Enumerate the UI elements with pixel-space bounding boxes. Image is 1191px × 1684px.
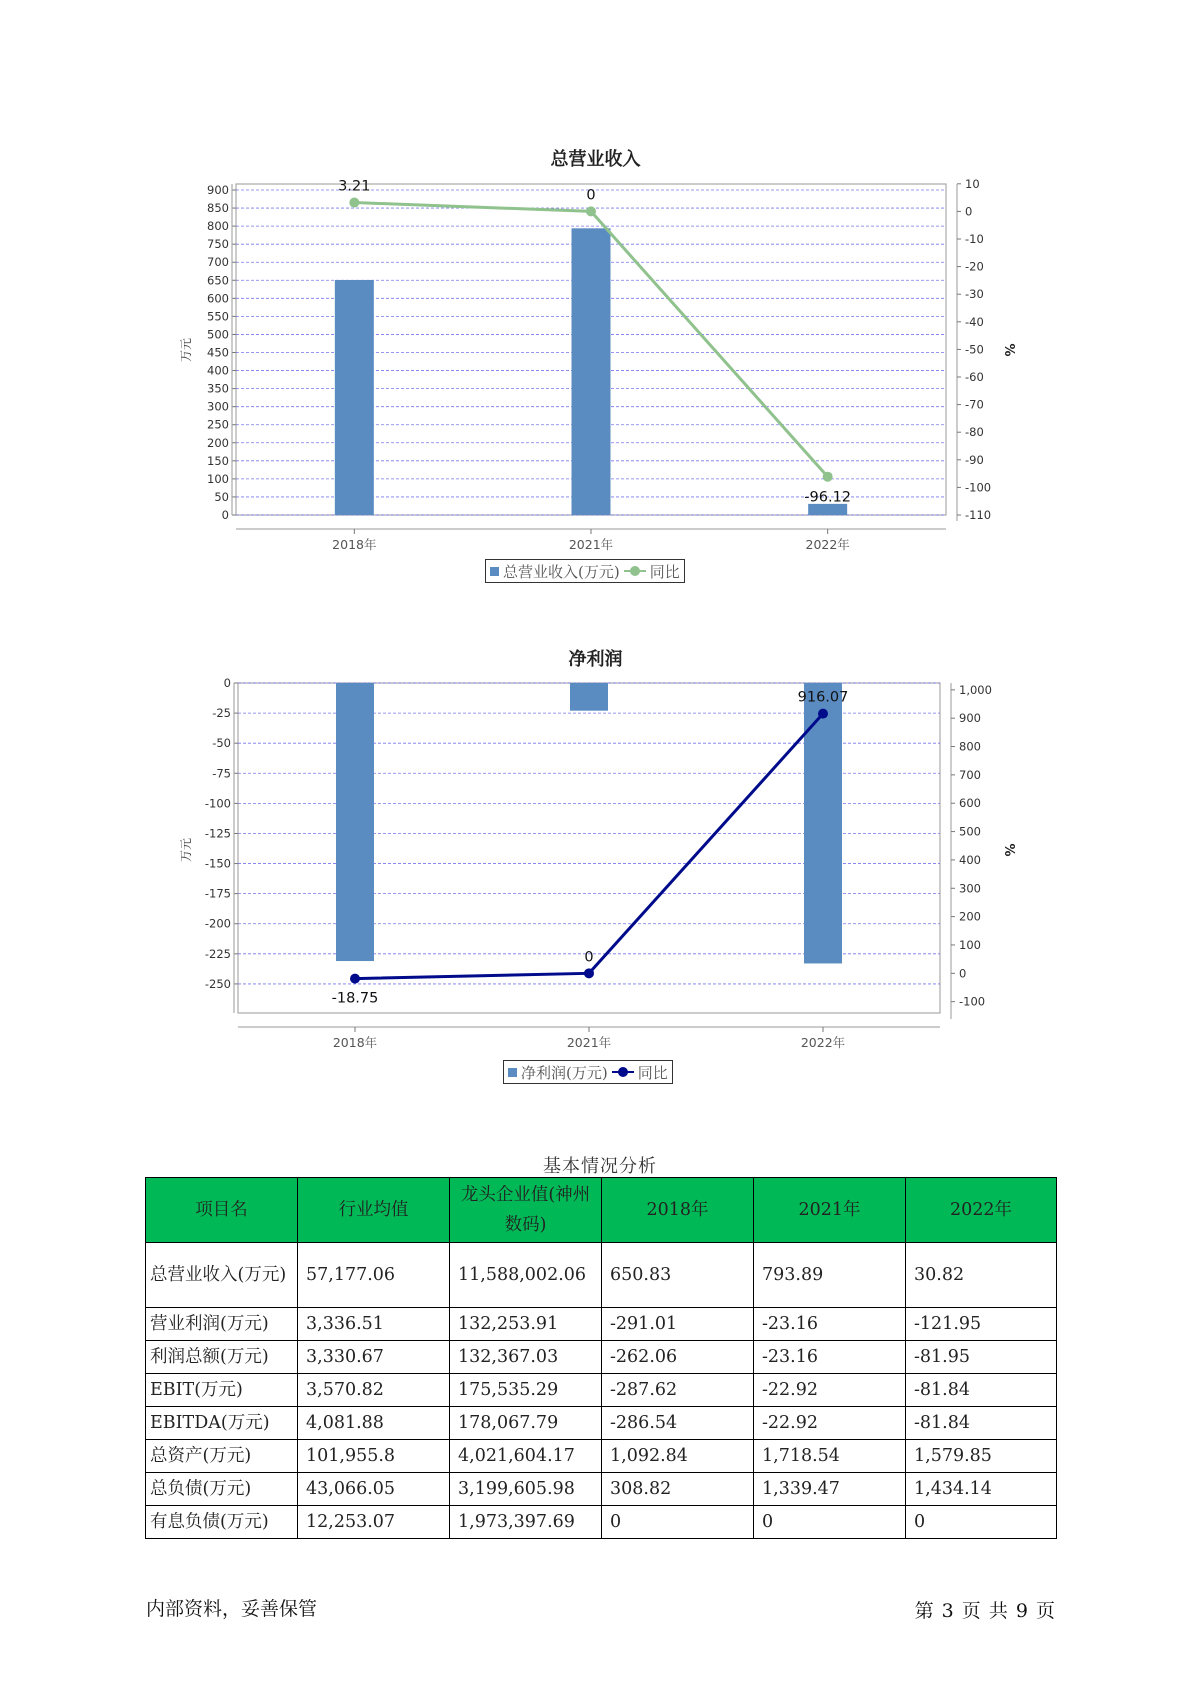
bar-2021年 — [572, 228, 611, 515]
value-cell: 57,177.06 — [298, 1243, 450, 1308]
y-tick-label: 350 — [207, 381, 229, 396]
x-tick-label: 2018年 — [332, 1035, 378, 1050]
y-tick-label: -250 — [204, 976, 231, 991]
value-cell: 4,081.88 — [298, 1407, 450, 1440]
value-cell: 650.83 — [602, 1243, 754, 1308]
y-tick-label: 0 — [223, 676, 231, 690]
y2-tick-label: 10 — [965, 176, 980, 191]
header-cell: 行业均值 — [298, 1178, 450, 1243]
bar-2022年 — [804, 683, 842, 963]
value-cell: 1,092.84 — [602, 1440, 754, 1473]
bar-2021年 — [570, 683, 608, 711]
chart-title-net-profit: 净利润 — [568, 649, 623, 670]
y-tick-label: 900 — [207, 183, 229, 197]
y2-tick-label: 100 — [959, 937, 981, 952]
value-cell: -286.54 — [602, 1407, 754, 1440]
value-cell: 0 — [602, 1506, 754, 1539]
value-cell: 1,718.54 — [754, 1440, 906, 1473]
value-cell: 1,579.85 — [906, 1440, 1057, 1473]
table-row — [146, 1308, 1057, 1341]
legend-item-yoy: 同比 — [637, 1063, 668, 1082]
value-cell: 1,434.14 — [906, 1473, 1057, 1506]
x-tick-label: 2018年 — [332, 537, 377, 552]
table-row — [146, 1374, 1057, 1407]
value-cell: 793.89 — [754, 1243, 906, 1308]
yoy-point — [350, 974, 360, 984]
y2-tick-label: 300 — [959, 881, 981, 896]
yoy-point — [586, 206, 596, 216]
row-label-cell: EBITDA(万元) — [146, 1407, 298, 1440]
y2-tick-label: 400 — [959, 852, 981, 867]
table-caption: 基本情况分析 — [543, 1156, 657, 1177]
confidential-note: 内部资料，妥善保管 — [146, 1598, 318, 1620]
y2-tick-label: 600 — [959, 796, 981, 811]
value-cell: 11,588,002.06 — [450, 1243, 602, 1308]
x-tick-label: 2021年 — [566, 1035, 612, 1050]
row-label-cell: 利润总额(万元) — [146, 1341, 298, 1374]
y-tick-label: 850 — [207, 201, 229, 216]
x-tick-label: 2022年 — [800, 1035, 846, 1050]
y2-axis-title: % — [1001, 343, 1016, 357]
value-cell: 3,199,605.98 — [450, 1473, 602, 1506]
table-row — [146, 1506, 1057, 1539]
value-cell: -291.01 — [602, 1308, 754, 1341]
header-cell: 2018年 — [602, 1178, 754, 1243]
y2-tick-label: 500 — [959, 824, 981, 839]
y-tick-label: -200 — [204, 916, 231, 931]
value-cell: -81.84 — [906, 1374, 1057, 1407]
y-tick-label: 400 — [207, 363, 229, 378]
row-label-cell: 总营业收入(万元) — [146, 1243, 298, 1308]
y-tick-label: 550 — [207, 309, 229, 324]
value-cell: -262.06 — [602, 1341, 754, 1374]
y-tick-label: 800 — [207, 219, 229, 234]
table-header-row — [146, 1178, 1057, 1243]
x-tick-label: 2021年 — [568, 537, 614, 552]
yoy-data-label: 0 — [584, 949, 594, 966]
y2-tick-label: 0 — [965, 204, 973, 219]
value-cell: -287.62 — [602, 1374, 754, 1407]
value-cell: 30.82 — [906, 1243, 1057, 1308]
value-cell: -23.16 — [754, 1308, 906, 1341]
y2-tick-label: -80 — [965, 425, 984, 440]
row-label-cell: 总负债(万元) — [146, 1473, 298, 1506]
yoy-data-label: -18.75 — [331, 990, 379, 1007]
value-cell: 132,253.91 — [450, 1308, 602, 1341]
y2-axis-title: % — [1001, 843, 1016, 857]
table-row — [146, 1440, 1057, 1473]
value-cell: 0 — [754, 1506, 906, 1539]
value-cell: -81.84 — [906, 1407, 1057, 1440]
y-tick-label: 100 — [207, 471, 229, 486]
bar-legend-swatch — [508, 1068, 517, 1077]
y2-tick-label: -110 — [965, 508, 992, 522]
legend-item-revenue: 总营业收入(万元) — [503, 562, 620, 581]
y-axis-title: 万元 — [179, 337, 193, 363]
yoy-data-label: 3.21 — [338, 178, 371, 195]
bar-legend-swatch — [490, 567, 499, 576]
page-number: 第 3 页 共 9 页 — [914, 1600, 1056, 1622]
row-label-cell: 有息负债(万元) — [146, 1506, 298, 1539]
value-cell: 101,955.8 — [298, 1440, 450, 1473]
table-row — [146, 1473, 1057, 1506]
legend-item-net-profit: 净利润(万元) — [521, 1063, 608, 1082]
value-cell: 4,021,604.17 — [450, 1440, 602, 1473]
table-row — [146, 1407, 1057, 1440]
y2-tick-label: 900 — [959, 711, 981, 726]
value-cell: 43,066.05 — [298, 1473, 450, 1506]
y-tick-label: 650 — [207, 273, 229, 288]
value-cell: 178,067.79 — [450, 1407, 602, 1440]
y2-tick-label: -70 — [965, 397, 984, 412]
row-label-cell: EBIT(万元) — [146, 1374, 298, 1407]
table-row — [146, 1341, 1057, 1374]
header-cell: 2022年 — [906, 1178, 1057, 1243]
y2-tick-label: 1,000 — [959, 682, 992, 697]
y-tick-label: 700 — [207, 255, 229, 270]
y-axis-title: 万元 — [179, 837, 193, 863]
y-tick-label: -175 — [204, 886, 231, 901]
yoy-point — [584, 968, 594, 978]
y-tick-label: -25 — [212, 706, 231, 721]
y-tick-label: 250 — [207, 417, 229, 432]
value-cell: 308.82 — [602, 1473, 754, 1506]
chart-title-revenue: 总营业收入 — [550, 149, 641, 170]
y-tick-label: 600 — [207, 291, 229, 306]
x-tick-label: 2022年 — [805, 537, 850, 552]
y2-tick-label: -20 — [965, 259, 984, 274]
revenue-chart — [0, 170, 1191, 610]
y-tick-label: -50 — [212, 736, 231, 751]
value-cell: 175,535.29 — [450, 1374, 602, 1407]
y-tick-label: -125 — [204, 826, 231, 841]
y-tick-label: 150 — [207, 453, 229, 468]
y2-tick-label: -40 — [965, 314, 984, 329]
net-profit-chart — [0, 670, 1191, 1110]
value-cell: 1,339.47 — [754, 1473, 906, 1506]
y-tick-label: 750 — [207, 237, 229, 252]
y2-tick-label: -100 — [959, 994, 986, 1009]
value-cell: -121.95 — [906, 1308, 1057, 1341]
y2-tick-label: 700 — [959, 767, 981, 782]
y-tick-label: -100 — [204, 796, 231, 811]
y2-tick-label: -30 — [965, 287, 984, 302]
value-cell: -23.16 — [754, 1341, 906, 1374]
net-profit-chart-legend — [503, 1060, 673, 1084]
bar-2018年 — [335, 280, 374, 515]
yoy-data-label: 0 — [586, 187, 596, 204]
legend-item-yoy: 同比 — [649, 562, 680, 581]
row-label-cell: 总资产(万元) — [146, 1440, 298, 1473]
yoy-data-label: 916.07 — [797, 689, 849, 706]
value-cell: 3,570.82 — [298, 1374, 450, 1407]
line-legend-swatch — [624, 566, 646, 576]
value-cell: -22.92 — [754, 1407, 906, 1440]
table-row — [146, 1243, 1057, 1308]
yoy-point — [818, 709, 828, 719]
y-tick-label: 450 — [207, 345, 229, 360]
y-tick-label: 50 — [214, 489, 229, 504]
basic-analysis-table — [145, 1177, 1057, 1539]
y2-tick-label: -60 — [965, 370, 984, 384]
y2-tick-label: 800 — [959, 739, 981, 754]
y2-tick-label: -100 — [965, 480, 992, 495]
value-cell: 0 — [906, 1506, 1057, 1539]
y-tick-label: 300 — [207, 399, 229, 414]
y2-tick-label: -90 — [965, 452, 984, 467]
y-tick-label: 200 — [207, 435, 229, 450]
yoy-point — [349, 198, 359, 208]
header-cell: 龙头企业值(神州数码) — [450, 1178, 602, 1243]
y-tick-label: 500 — [207, 327, 229, 342]
yoy-point — [823, 472, 833, 482]
value-cell: -22.92 — [754, 1374, 906, 1407]
y2-tick-label: 0 — [959, 966, 967, 981]
value-cell: 3,330.67 — [298, 1341, 450, 1374]
value-cell: 12,253.07 — [298, 1506, 450, 1539]
bar-2018年 — [336, 683, 374, 961]
y-tick-label: -150 — [204, 856, 231, 871]
y-tick-label: -225 — [204, 946, 231, 961]
header-cell: 项目名 — [146, 1178, 298, 1243]
row-label-cell: 营业利润(万元) — [146, 1308, 298, 1341]
value-cell: 1,973,397.69 — [450, 1506, 602, 1539]
value-cell: 3,336.51 — [298, 1308, 450, 1341]
y2-tick-label: 200 — [959, 909, 981, 924]
y2-tick-label: -50 — [965, 342, 984, 357]
line-legend-swatch — [612, 1067, 634, 1077]
revenue-chart-legend — [485, 559, 685, 583]
y-tick-label: 0 — [221, 508, 229, 522]
value-cell: 132,367.03 — [450, 1341, 602, 1374]
y-tick-label: -75 — [212, 766, 231, 781]
y2-tick-label: -10 — [965, 232, 984, 246]
header-cell: 2021年 — [754, 1178, 906, 1243]
value-cell: -81.95 — [906, 1341, 1057, 1374]
yoy-data-label: -96.12 — [804, 489, 852, 506]
